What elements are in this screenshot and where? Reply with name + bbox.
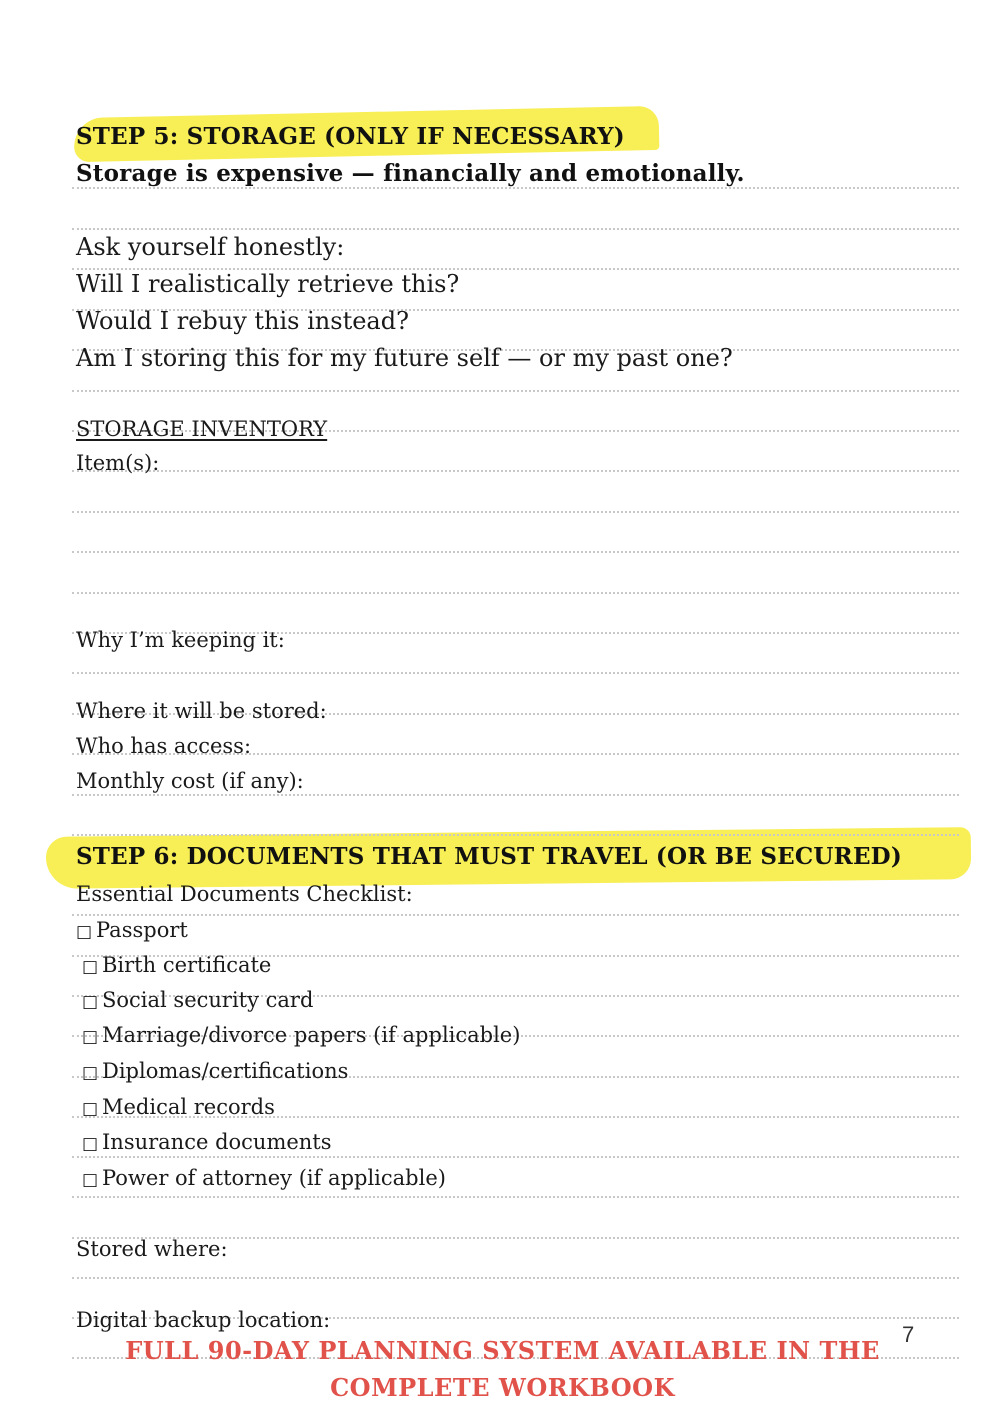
page-number: 7	[902, 1322, 915, 1347]
checklist-item-birth-certificate: □ Birth certificate	[82, 953, 272, 977]
promo-line-2: COMPLETE WORKBOOK	[330, 1373, 675, 1402]
rule	[72, 511, 959, 513]
rule	[72, 672, 959, 674]
question-rebuy: Would I rebuy this instead?	[76, 307, 409, 335]
rule	[72, 390, 959, 392]
checkbox-icon[interactable]: □	[76, 922, 93, 942]
checklist-item-marriage-divorce: □ Marriage/divorce papers (if applicable)	[82, 1023, 521, 1047]
checklist-item-passport: □ Passport	[76, 918, 188, 942]
question-intro: Ask yourself honestly:	[76, 233, 345, 261]
rule	[72, 794, 959, 796]
why-keeping-field-label: Why I’m keeping it:	[76, 628, 285, 652]
digital-backup-field-label: Digital backup location:	[76, 1308, 331, 1332]
checkbox-icon[interactable]: □	[82, 992, 99, 1012]
checklist-item-power-of-attorney: □ Power of attorney (if applicable)	[82, 1166, 446, 1190]
checklist-item-diplomas: □ Diplomas/certifications	[82, 1059, 349, 1083]
rule	[72, 551, 959, 553]
where-stored-field-label: Where it will be stored:	[76, 699, 327, 723]
rule	[72, 470, 959, 472]
checkbox-icon[interactable]: □	[82, 957, 99, 977]
checklist-item-medical-records: □ Medical records	[82, 1095, 275, 1119]
items-field-label: Item(s):	[76, 451, 160, 475]
rule	[72, 834, 959, 836]
checkbox-icon[interactable]: □	[82, 1134, 99, 1154]
rule	[72, 1196, 959, 1198]
rule	[72, 914, 959, 916]
checklist-item-insurance: □ Insurance documents	[82, 1130, 332, 1154]
rule	[72, 187, 959, 189]
rule	[72, 592, 959, 594]
monthly-cost-field-label: Monthly cost (if any):	[76, 769, 304, 793]
rule	[72, 1156, 959, 1158]
step5-subheading: Storage is expensive — financially and emotionally.	[76, 160, 745, 187]
stored-where-field-label: Stored where:	[76, 1237, 228, 1261]
question-future-self: Am I storing this for my future self — or my past one?	[76, 344, 733, 372]
step6-heading: STEP 6: DOCUMENTS THAT MUST TRAVEL (OR BE SECURED)	[76, 843, 902, 870]
checkbox-icon[interactable]: □	[82, 1170, 99, 1190]
checkbox-icon[interactable]: □	[82, 1099, 99, 1119]
checkbox-icon[interactable]: □	[82, 1063, 99, 1083]
checklist-item-social-security-card: □ Social security card	[82, 988, 314, 1012]
rule	[72, 228, 959, 230]
promo-line-1: FULL 90-DAY PLANNING SYSTEM AVAILABLE IN THE	[125, 1336, 880, 1365]
checkbox-icon[interactable]: □	[82, 1027, 99, 1047]
step5-heading: STEP 5: STORAGE (ONLY IF NECESSARY)	[76, 123, 625, 150]
question-retrieve: Will I realistically retrieve this?	[76, 270, 460, 298]
checklist-title: Essential Documents Checklist:	[76, 882, 413, 906]
rule	[72, 1277, 959, 1279]
storage-inventory-title: STORAGE INVENTORY	[76, 417, 328, 441]
who-access-field-label: Who has access:	[76, 734, 252, 758]
